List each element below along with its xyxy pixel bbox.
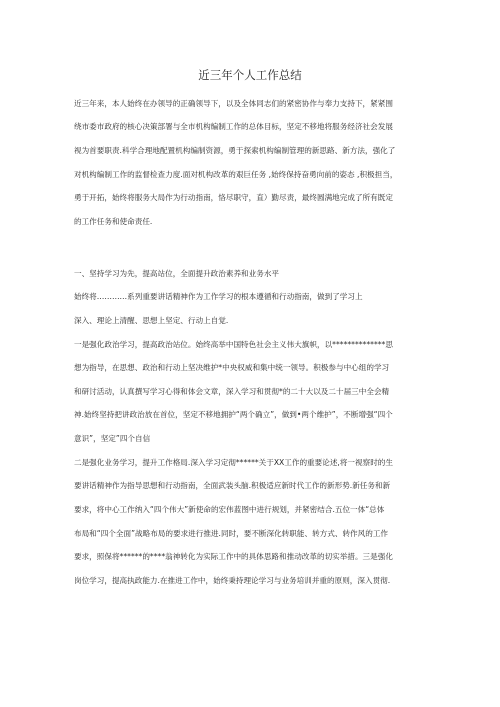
body-line-4: 想为指导，在思想、政治和行动上坚决维护*中央权威和集中统一领导。积极参与中心组的学习: [74, 363, 390, 372]
intro-line-3: 视为首要职责.科学合理地配置机构编制资源，勇于探索机构编制管理的新思路、新方法，强化了: [74, 146, 396, 155]
intro-line-5: 勇于开拓，始终将服务大局作为行动指南，恪尽职守，直）勤尽责，最终圆满地完成了所有既定: [74, 193, 393, 202]
body-line-11: 布局和“四个全面”战略布局的要求进行推进.同时，要不断深化转职能、转方式、转作风的工作: [74, 529, 389, 538]
document-title: 近三年个人工作总结: [198, 68, 302, 82]
body-line-5: 和研讨活动，认真撰写学习心得和体会文章，深入学习和贯彻*的二十大以及二十届三中全会精: [74, 387, 390, 396]
section-heading: 一、坚持学习为先，提高站位，全面提升政治素养和业务水平: [74, 269, 280, 278]
body-line-1: 始终将…………系列重要讲话精神作为工作学习的根本遵循和行动指南，做到了学习上: [74, 292, 363, 301]
intro-line-2: 绕市委市政府的核心决策部署与全市机构编制工作的总体目标，坚定不移地将服务经济社会发展: [74, 122, 393, 131]
intro-line-6: 的工作任务和使命责任.: [74, 217, 153, 226]
intro-line-4: 对机构编制工作的监督检查力度.面对机构改革的艰巨任务 ,始终保持奋勇向前的姿态 ,积极担当，: [74, 170, 398, 179]
body-line-7: 意识”，坚定”四个自信: [74, 434, 151, 443]
body-line-12: 要求，照保将******的****翁神转化为实际工作中的具体思路和推动改革的切实举措。三是强化: [74, 552, 393, 561]
body-line-9: 要讲话精神作为指导思想和行动指南，全面武装头脑.积极适应新时代工作的新形势.新任务和新: [74, 481, 391, 490]
body-line-10: 要求，将中心工作纳入“四个伟大”新使命的宏伟蓝图中进行规划，并紧密结合.五位一体“总体: [74, 505, 385, 514]
body-line-8: 二是强化业务学习，提升工作格局.深入学习定彻******关于XX工作的重要论述,将一视察时的生: [74, 458, 393, 467]
body-line-2: 深入、理论上清醒、思想上坚定、行动上自觉.: [74, 316, 229, 325]
body-line-6: 神.始终坚持把讲政治放在首位，坚定不移地拥护“两个确立”，做到•两个维护”，不断增强“四个: [74, 410, 393, 419]
intro-line-1: 近三年来，本人始终在办领导的正确领导下，以及全体同志们的紧密协作与奉力支持下，紧紧围: [74, 99, 393, 108]
body-line-3: 一是强化政治学习，提高政治站位。始终高举中国特色社会主义伟大旗帜，以**************思: [74, 340, 393, 349]
body-line-13: 岗位学习，提高执政能力.在推进工作中，始终秉持理论学习与业务培训并重的原则，深入贯彻.: [74, 576, 391, 585]
